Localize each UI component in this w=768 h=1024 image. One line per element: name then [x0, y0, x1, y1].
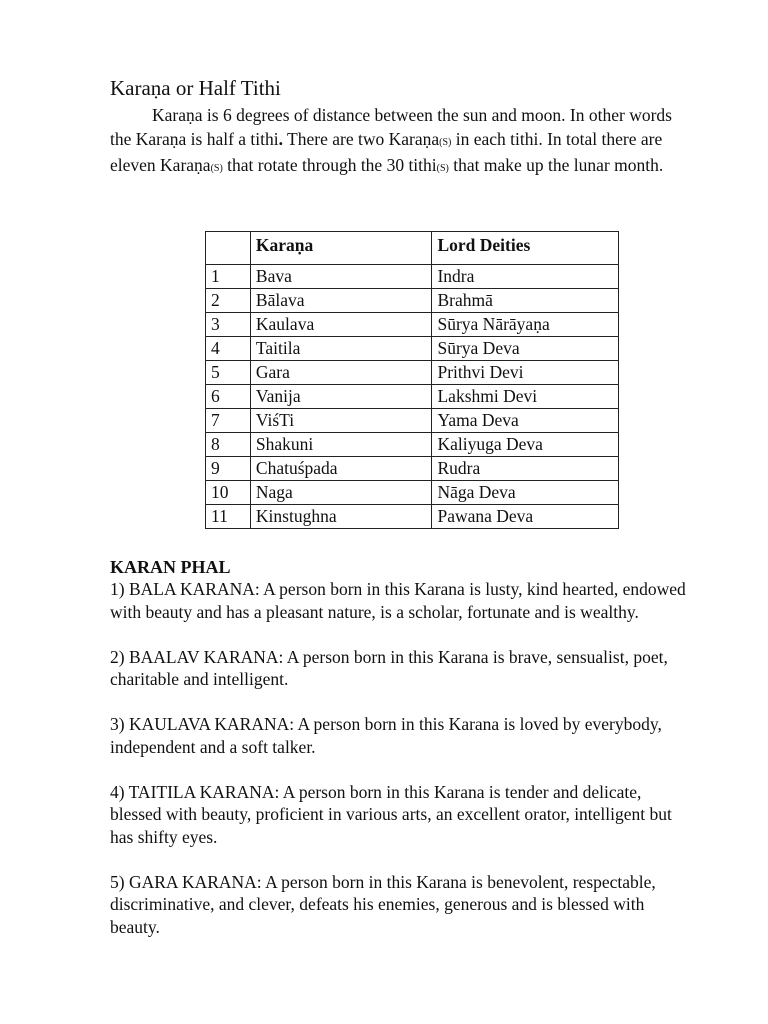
phal-item-1: 1) BALA KARANA: A person born in this Karana is lusty, kind hearted, endowed with beauty and has a pleasant nature, is a scholar, fortunate and is wealthy.: [110, 579, 686, 622]
table-row: [206, 457, 619, 481]
karana-name: Taitila: [250, 337, 432, 361]
header-number: [206, 232, 251, 265]
karana-name: Shakuni: [250, 433, 432, 457]
header-lord-deities: Lord Deities: [432, 232, 619, 265]
table-row: [206, 505, 619, 529]
table-row: [206, 385, 619, 409]
phal-item-3: 3) KAULAVA KARANA: A person born in this Karana is loved by everybody, independent and a soft talker.: [110, 714, 662, 757]
lord-deity: Kaliyuga Deva: [432, 433, 619, 457]
karana-name: Naga: [250, 481, 432, 505]
table-row: [206, 409, 619, 433]
karana-name: Gara: [250, 361, 432, 385]
row-number: 11: [206, 505, 251, 529]
intro-text-1: Karaṇa is 6 degrees of distance between the sun and moon. In other words the Karaṇa is half a tithi: [110, 105, 672, 149]
lord-deity: Nāga Deva: [432, 481, 619, 505]
karana-name: Bālava: [250, 289, 432, 313]
lord-deity: Sūrya Nārāyaṇa: [432, 313, 619, 337]
karana-name: ViśTi: [250, 409, 432, 433]
table-header-row: [206, 232, 619, 265]
table-row: [206, 337, 619, 361]
karana-name: Vanija: [250, 385, 432, 409]
row-number: 2: [206, 289, 251, 313]
table-row: [206, 481, 619, 505]
lord-deity: Yama Deva: [432, 409, 619, 433]
row-number: 8: [206, 433, 251, 457]
intro-text-4: that rotate through the 30 tithi: [222, 155, 437, 175]
row-number: 6: [206, 385, 251, 409]
table-body: [206, 265, 619, 529]
table-row: [206, 361, 619, 385]
karana-name: Kaulava: [250, 313, 432, 337]
intro-subscript-2: (S): [210, 163, 223, 174]
intro-text-5: that make up the lunar month.: [448, 155, 664, 175]
phal-item-2: 2) BAALAV KARANA: A person born in this Karana is brave, sensualist, poet, charitable and intelligent.: [110, 646, 668, 689]
row-number: 5: [206, 361, 251, 385]
karana-table: [205, 231, 619, 529]
intro-dot: .: [278, 128, 283, 149]
row-number: 1: [206, 265, 251, 289]
lord-deity: Prithvi Devi: [432, 361, 619, 385]
lord-deity: Rudra: [432, 457, 619, 481]
row-number: 3: [206, 313, 251, 337]
karan-phal-list: [110, 578, 690, 961]
intro-subscript-3: (S): [436, 163, 449, 174]
intro-subscript-1: (S): [439, 136, 452, 148]
karana-name: Chatuśpada: [250, 457, 432, 481]
table-row: [206, 433, 619, 457]
row-number: 7: [206, 409, 251, 433]
row-number: 9: [206, 457, 251, 481]
karana-name: Bava: [250, 265, 432, 289]
lord-deity: Brahmā: [432, 289, 619, 313]
intro-paragraph: [110, 104, 680, 181]
lord-deity: Sūrya Deva: [432, 337, 619, 361]
table-row: [206, 313, 619, 337]
lord-deity: Pawana Deva: [432, 505, 619, 529]
row-number: 10: [206, 481, 251, 505]
phal-item-5: 5) GARA KARANA: A person born in this Karana is benevolent, respectable, discriminative, and clever, defeats his enemies, generous and is blessed with beauty.: [110, 871, 656, 937]
karana-name: Kinstughna: [250, 505, 432, 529]
lord-deity: Lakshmi Devi: [432, 385, 619, 409]
table-row: [206, 265, 619, 289]
table-row: [206, 289, 619, 313]
row-number: 4: [206, 337, 251, 361]
lord-deity: Indra: [432, 265, 619, 289]
phal-item-4: 4) TAITILA KARANA: A person born in this Karana is tender and delicate, blessed with beauty, proficient in various arts, an excellent orator, intelligent but has shifty eyes.: [110, 781, 672, 847]
section-heading: KARAN PHAL: [110, 557, 231, 577]
page-title: Karaṇa or Half Tithi: [110, 76, 281, 100]
header-karana: Karaṇa: [250, 232, 432, 265]
intro-text-3: in each tithi. In total there are eleven Karaṇa: [110, 128, 663, 175]
intro-text-2: There are two Karaṇa: [283, 128, 440, 149]
